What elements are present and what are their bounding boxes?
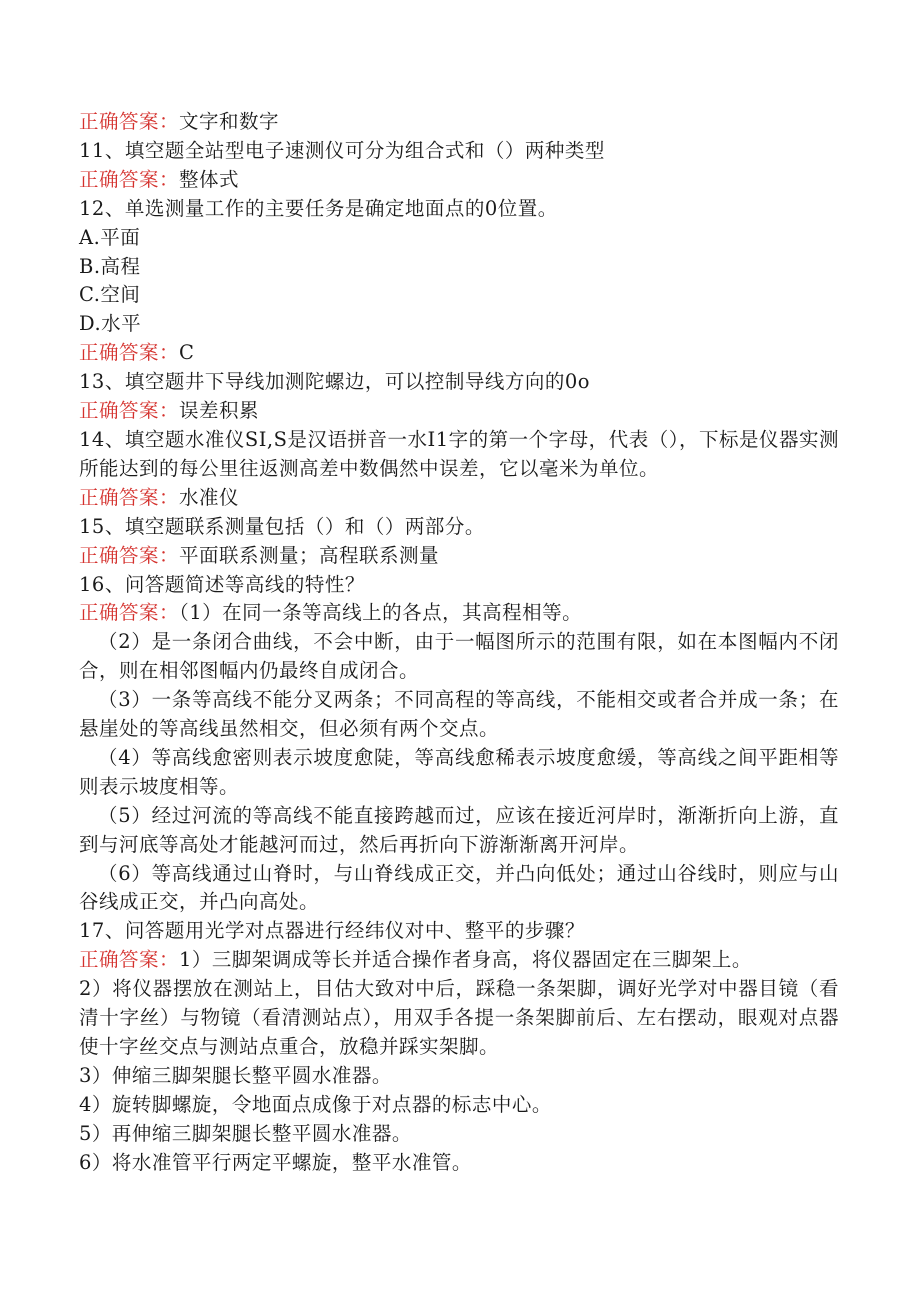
option-b: B.高程 — [79, 254, 141, 278]
answer-line — [79, 542, 839, 571]
answer-line — [79, 108, 839, 137]
answer-line — [79, 339, 839, 368]
answer-step: 4）旋转脚螺旋，令地面点成像于对点器的标志中心。 — [79, 1092, 552, 1116]
question-17: 17、问答题用光学对点器进行经纬仪对中、整平的步骤？ — [79, 919, 585, 943]
answer-label: 正确答案： — [79, 601, 180, 625]
answer-line — [79, 397, 839, 426]
answer-line — [79, 946, 839, 975]
answer-text: 平面联系测量；高程联系测量 — [179, 543, 440, 567]
document-body — [79, 108, 839, 1178]
option-a: A.平面 — [79, 225, 141, 249]
answer-label: 正确答案： — [79, 341, 180, 365]
question-11: 11、填空题全站型电子速测仪可分为组合式和（）两种类型 — [79, 138, 605, 162]
answer-line — [79, 484, 839, 513]
answer-label: 正确答案： — [79, 167, 180, 191]
answer-text: C — [179, 341, 195, 365]
answer-label: 正确答案： — [79, 110, 180, 133]
answer-step: 5）再伸缩三脚架腿长整平圆水准器。 — [79, 1121, 412, 1145]
answer-line — [79, 166, 839, 195]
question-15: 15、填空题联系测量包括（）和（）两部分。 — [79, 514, 485, 538]
option-d: D.水平 — [79, 312, 142, 336]
answer-step: 3）伸缩三脚架腿长整平圆水准器。 — [79, 1063, 392, 1087]
answer-text: 水准仪 — [179, 485, 240, 509]
answer-label: 正确答案： — [79, 543, 180, 567]
answer-text: 1）三脚架调成等长并适合操作者身高，将仪器固定在三脚架上。 — [179, 948, 752, 972]
question-12: 12、单选测量工作的主要任务是确定地面点的0位置。 — [79, 196, 558, 220]
answer-paragraph: （5）经过河流的等高线不能直接跨越而过，应该在接近河岸时，渐渐折向上游，直到与河底等高处才能越河而过，然后再折向下游渐渐离开河岸。 — [79, 803, 839, 856]
answer-text: （1）在同一条等高线上的各点，其高程相等。 — [179, 601, 583, 625]
answer-paragraph: （2）是一条闭合曲线，不会中断，由于一幅图所示的范围有限，如在本图幅内不闭合，则在相邻图幅内仍最终自成闭合。 — [79, 630, 839, 683]
answer-paragraph: （4）等高线愈密则表示坡度愈陡，等高线愈稀表示坡度愈缓，等高线之间平距相等则表示坡度相等。 — [79, 745, 839, 798]
answer-text: 整体式 — [179, 167, 240, 191]
answer-text: 误差积累 — [179, 399, 260, 423]
answer-step: 6）将水准管平行两定平螺旋，整平水准管。 — [79, 1150, 472, 1174]
answer-label: 正确答案： — [79, 485, 180, 509]
answer-paragraph: （3）一条等高线不能分叉两条；不同高程的等高线，不能相交或者合并成一条；在悬崖处的等高线虽然相交，但必须有两个交点。 — [79, 688, 839, 741]
question-13: 13、填空题井下导线加测陀螺边，可以控制导线方向的0o — [79, 370, 590, 394]
answer-line — [79, 599, 839, 628]
answer-label: 正确答案： — [79, 948, 180, 972]
answer-label: 正确答案： — [79, 399, 180, 423]
question-14: 14、填空题水准仪SI,S是汉语拼音一水I1字的第一个字母，代表（），下标是仪器实测所能达到的每公里往返测高差中数偶然中误差，它以毫米为单位。 — [79, 427, 839, 480]
answer-text: 文字和数字 — [179, 110, 280, 133]
answer-paragraph: （6）等高线通过山脊时，与山脊线成正交，并凸向低处；通过山谷线时，则应与山谷线成正交，并凸向高处。 — [79, 861, 839, 914]
answer-step: 2）将仪器摆放在测站上，目估大致对中后，踩稳一条架脚，调好光学对中器目镜（看清十字丝）与物镜（看清测站点），用双手各提一条架脚前后、左右摆动，眼观对点器使十字丝交点与测站点重合，放稳并踩实架脚。 — [79, 977, 839, 1058]
option-c: C.空间 — [79, 283, 141, 307]
question-16: 16、问答题简述等高线的特性？ — [79, 572, 365, 596]
